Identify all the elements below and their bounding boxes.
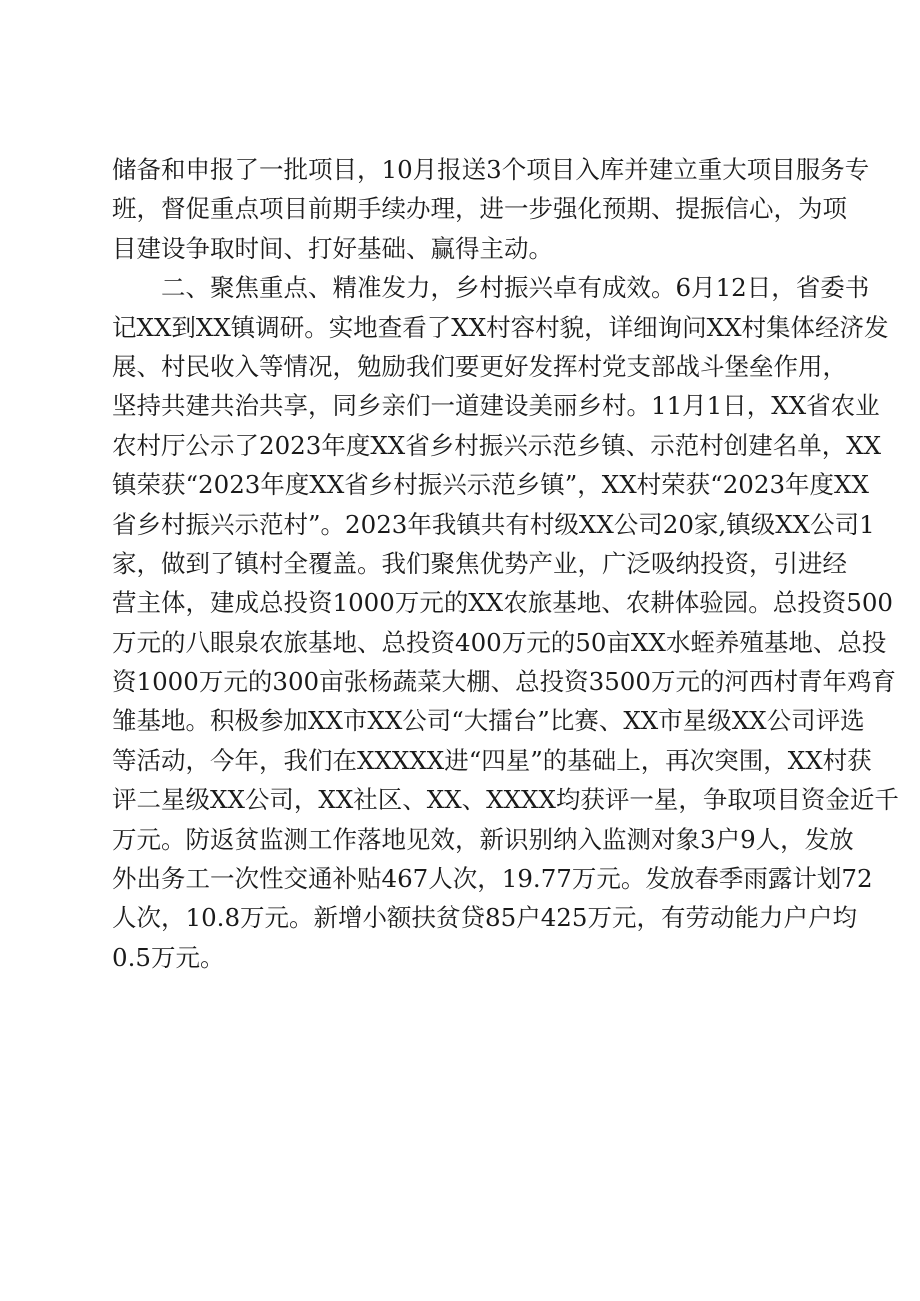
paragraph-line: 记XX到XX镇调研。实地查看了XX村容村貌，详细询问XX村集体经济发: [112, 312, 889, 342]
paragraph-line: 班，督促重点项目前期手续办理，进一步强化预期、提振信心，为项: [112, 194, 847, 224]
paragraph-line: 评二星级XX公司，XX社区、XX、XXXX均获评一星，争取项目资金近千: [112, 785, 899, 815]
paragraph-line: 营主体，建成总投资1000万元的XX农旅基地、农耕体验园。总投资500: [112, 588, 893, 618]
paragraph-2: [112, 268, 899, 977]
paragraph-line: 储备和申报了一批项目，10月报送3个项目入库并建立重大项目服务专: [112, 155, 870, 184]
paragraph-line: 雏基地。积极参加XX市XX公司“大擂台”比赛、XX市星级XX公司评选: [112, 706, 865, 736]
paragraph-line: 万元。防返贫监测工作落地见效，新识别纳入监测对象3户9人，发放: [112, 824, 854, 854]
paragraph-line: 家，做到了镇村全覆盖。我们聚焦优势产业，广泛吸纳投资，引进经: [112, 548, 847, 578]
paragraph-line: 0.5万元。: [112, 942, 225, 972]
paragraph-line: 资1000万元的300亩张杨蔬菜大棚、总投资3500万元的河西村青年鸡育: [112, 667, 896, 697]
paragraph-line: 二、聚焦重点、精准发力，乡村振兴卓有成效。6月12日，省委书: [161, 273, 870, 303]
paragraph-line: 外出务工一次性交通补贴467人次，19.77万元。发放春季雨露计划72: [112, 864, 873, 894]
paragraph-line: 万元的八眼泉农旅基地、总投资400万元的50亩XX水蛭养殖基地、总投: [112, 627, 887, 657]
paragraph-line: 坚持共建共治共享，同乡亲们一道建设美丽乡村。11月1日，XX省农业: [112, 391, 880, 421]
paragraph-line: 农村厅公示了2023年度XX省乡村振兴示范乡镇、示范村创建名单，XX: [112, 430, 882, 460]
paragraph-line: 镇荣获“2023年度XX省乡村振兴示范乡镇”，XX村荣获“2023年度XX: [112, 470, 869, 500]
paragraph-line: 展、村民收入等情况，勉励我们要更好发挥村党支部战斗堡垒作用，: [112, 351, 847, 381]
paragraph-line: 省乡村振兴示范村”。2023年我镇共有村级XX公司20家,镇级XX公司1: [112, 509, 875, 539]
document-body: [112, 150, 899, 977]
paragraph-line: 人次，10.8万元。新增小额扶贫贷85户425万元，有劳动能力户户均: [112, 903, 857, 933]
paragraph-line: 目建设争取时间、打好基础、赢得主动。: [112, 233, 553, 263]
paragraph-line: 等活动，今年，我们在XXXXX进“四星”的基础上，再次突围，XX村获: [112, 745, 872, 775]
paragraph-1: [112, 150, 870, 268]
